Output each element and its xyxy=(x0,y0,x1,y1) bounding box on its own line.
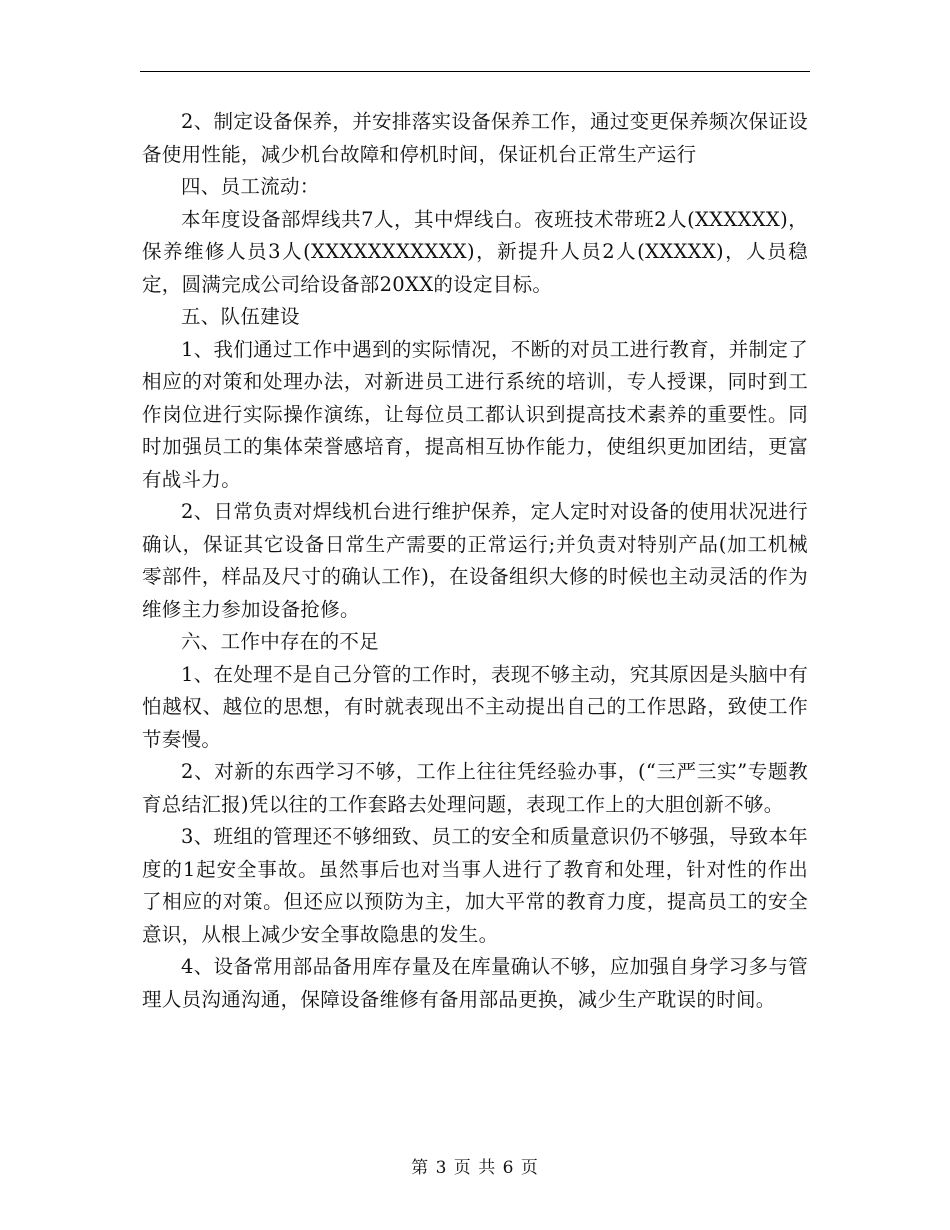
section-heading-shortcomings: 六、工作中存在的不足 xyxy=(181,630,380,653)
paragraph-shortcoming-safety: 3、班组的管理还不够细致、员工的安全和质量意识仍不够强，导致本年度的1起安全事故。虽然事后也对当事人进行了教育和处理，针对性的作出了相应的对策。但还应以预防为主，加大平常的教育力度，提高员工的安全意识，从根上减少安全事故隐患的发生。 xyxy=(142,825,808,946)
paragraph-shortcoming-learning: 2、对新的东西学习不够，工作上往往凭经验办事，(“三严三实”专题教育总结汇报)凭以往的工作套路去处理问题，表现工作上的大胆创新不够。 xyxy=(142,760,808,816)
page-number: 第 3 页 共 6 页 xyxy=(411,1158,539,1178)
section-heading-team-building: 五、队伍建设 xyxy=(181,305,300,328)
paragraph-team-training: 1、我们通过工作中遇到的实际情况，不断的对员工进行教育，并制定了相应的对策和处理办法，对新进员工进行系统的培训，专人授课，同时到工作岗位进行实际操作演练，让每位员工都认识到提高技术素养的重要性。同时加强员工的集体荣誉感培育，提高相互协作能力，使组织更加团结，更富有战斗力。 xyxy=(142,337,808,491)
paragraph-daily-maintenance: 2、日常负责对焊线机台进行维护保养，定人定时对设备的使用状况进行确认，保证其它设备日常生产需要的正常运行;并负责对特别产品(加工机械零部件，样品及尺寸的确认工作)，在设备组织大修的时候也主动灵活的作为维修主力参加设备抢修。 xyxy=(142,500,808,621)
paragraph-shortcoming-spare-parts: 4、设备常用部品备用库存量及在库量确认不够，应加强自身学习多与管理人员沟通沟通，保障设备维修有备用部品更换，减少生产耽误的时间。 xyxy=(142,955,808,1011)
paragraph-maintenance-plan: 2、制定设备保养，并安排落实设备保养工作，通过变更保养频次保证设备使用性能，减少机台故障和停机时间，保证机台正常生产运行 xyxy=(142,110,808,166)
section-heading-staff-turnover: 四、员工流动： xyxy=(181,175,320,198)
paragraph-shortcoming-initiative: 1、在处理不是自己分管的工作时，表现不够主动，究其原因是头脑中有怕越权、越位的思想，有时就表现出不主动提出自己的工作思路，致使工作节奏慢。 xyxy=(142,662,808,751)
paragraph-staff-turnover: 本年度设备部焊线共7人，其中焊线白。夜班技术带班2人(XXXXXX)，保养维修人员3人(XXXXXXXXXXX)，新提升人员2人(XXXXX)，人员稳定，圆满完成公司给设备部20XX的设定目标。 xyxy=(142,207,808,296)
header-rule xyxy=(140,71,810,72)
document-body xyxy=(142,106,808,1016)
